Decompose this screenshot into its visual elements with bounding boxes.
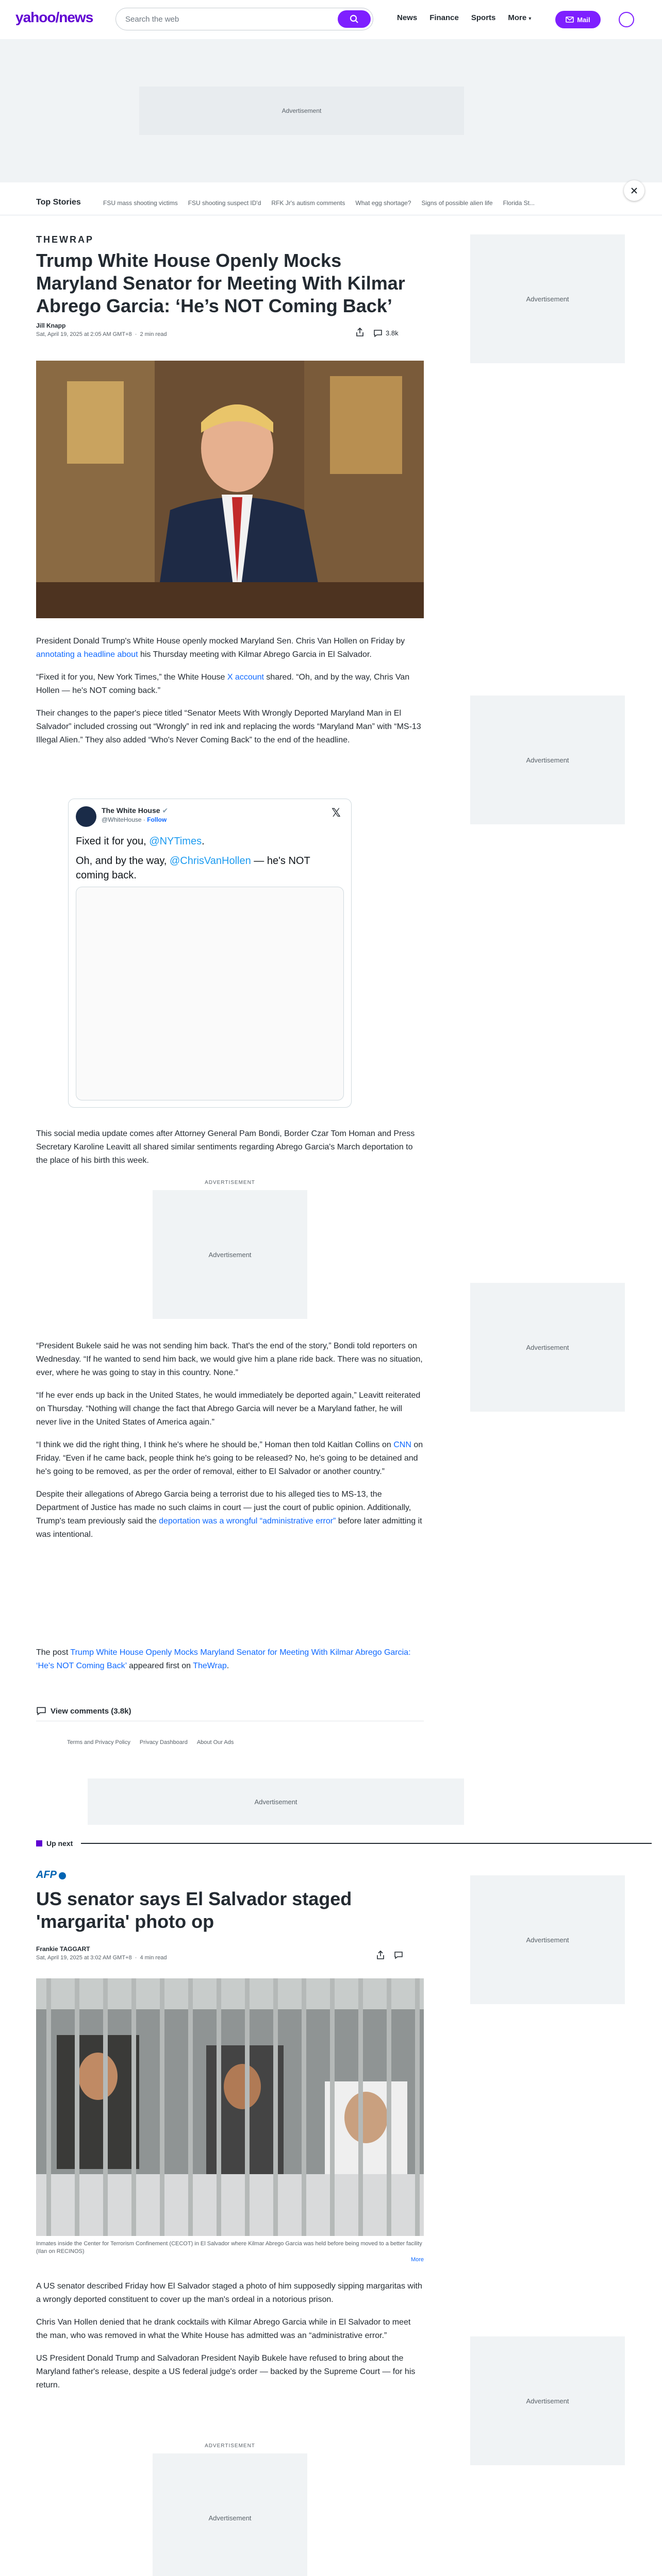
tweet-handle: @WhiteHouse · Follow	[102, 816, 167, 823]
article-body	[36, 1646, 424, 1682]
inline-ad-box: Advertisement	[153, 2453, 307, 2576]
inline-ad	[36, 1180, 424, 1185]
ad-label: ADVERTISEMENT	[205, 2443, 255, 2449]
article-tools	[376, 1951, 403, 1961]
article-body	[36, 1127, 424, 1177]
paragraph: Chris Van Hollen denied that he drank cocktails with Kilmar Abrego Garcia while in El Salvador to meet the man, who was removed in what the White House has admitted was an “administrative error.”	[36, 2318, 411, 2340]
inline-link[interactable]: TheWrap	[193, 1662, 227, 1670]
paragraph: US President Donald Trump and Salvadoran President Nayib Bukele have refused to bring about the Maryland father's release, despite a US federal judge's order — backed by the Supreme Court — for his return.	[36, 2354, 416, 2389]
top-story-item[interactable]: What egg shortage?	[355, 199, 411, 207]
article-byline	[36, 1945, 424, 1961]
publish-date: Sat, April 19, 2025 at 3:02 AM GMT+8 · 4 min read	[36, 1955, 167, 1961]
share-icon	[376, 1951, 385, 1960]
main-nav	[397, 13, 531, 22]
sidebar-ad: Advertisement	[470, 234, 625, 363]
paragraph: President Donald Trump's White House openly mocked Maryland Sen. Chris Van Hollen on Friday by annotating a headline about his Thursday meeting with Kilmar Abrego Garcia in El Salvador.	[36, 637, 405, 659]
inline-link[interactable]: X account	[227, 673, 264, 682]
author-name[interactable]: Frankie TAGGART	[36, 1945, 90, 1953]
top-story-item[interactable]: Florida St...	[503, 199, 535, 207]
comments-button[interactable]	[373, 329, 399, 337]
footer-links	[67, 1739, 234, 1745]
article-hero-image	[36, 361, 424, 618]
comments-count: 3.8k	[386, 329, 399, 337]
up-next-header: Up next	[36, 1839, 652, 1848]
close-icon	[631, 187, 638, 194]
divider	[81, 1843, 652, 1844]
publish-date: Sat, April 19, 2025 at 2:05 AM GMT+8 · 2 min read	[36, 331, 167, 337]
up-next-marker	[36, 1840, 42, 1846]
inline-ad	[36, 2443, 424, 2449]
view-comments-button[interactable]: View comments (3.8k)	[36, 1706, 424, 1716]
verified-icon: ✔	[162, 806, 169, 815]
site-header	[0, 0, 662, 39]
footer-link-privacy[interactable]: Privacy Dashboard	[139, 1739, 188, 1745]
top-story-item[interactable]: Signs of possible alien life	[421, 199, 493, 207]
search-button[interactable]	[338, 10, 371, 28]
share-icon	[356, 328, 364, 337]
search-icon	[350, 14, 359, 24]
inline-link[interactable]: annotating a headline about	[36, 650, 138, 659]
article-body	[36, 635, 424, 756]
mid-ad-banner: Advertisement	[88, 1778, 464, 1825]
chevron-down-icon: ▾	[528, 16, 532, 22]
close-button[interactable]	[624, 180, 644, 201]
author-name[interactable]: Jill Knapp	[36, 322, 66, 329]
top-stories-list	[103, 199, 619, 207]
account-avatar[interactable]	[619, 12, 634, 27]
inline-link[interactable]: deportation was a wrongful “administrative error”	[159, 1517, 336, 1526]
tweet-mention[interactable]: @NYTimes	[149, 836, 202, 847]
paragraph: “I think we did the right thing, I think he's where he should be,” Homan then told Kaitlan Collins on CNN on Friday. “Even if he came back, people think he's going to be released? No, he's going to be detained and he's going to be removed, as per the order of removal, either to El Salvador or another country.”	[36, 1440, 423, 1476]
article-tools	[356, 328, 399, 338]
paragraph: This social media update comes after Attorney General Pam Bondi, Border Czar Tom Homan and Press Secretary Karoline Leavitt all shared similar sentiments regarding Abrego Garcia's March deportation to the place of his birth this week.	[36, 1129, 415, 1165]
paragraph: Despite their allegations of Abrego Garcia being a terrorist due to his alleged ties to MS-13, the Department of Justice has made no such claims in court — just the court of public opinion. Additionally, Trump's team previously said the deportation was a wrongful “administrative error” before later admitting it was intentional.	[36, 1490, 422, 1539]
comment-icon	[36, 1706, 46, 1716]
tweet-text: Fixed it for you, @NYTimes. Oh, and by the way, @ChrisVanHollen — he's NOT coming back.	[76, 836, 310, 881]
share-button[interactable]	[376, 1951, 385, 1961]
top-story-item[interactable]: RFK Jr's autism comments	[271, 199, 345, 207]
comments-button[interactable]	[394, 1951, 403, 1961]
top-stories-label: Top Stories	[36, 198, 81, 207]
search-input[interactable]	[125, 12, 332, 26]
tweet-avatar	[76, 806, 96, 827]
tweet-author-name: The White House ✔	[102, 806, 169, 815]
top-stories-bar	[0, 192, 662, 215]
nav-sports[interactable]: Sports	[471, 13, 496, 22]
article-source-logo[interactable]: THEWRAP	[36, 234, 94, 245]
comment-icon	[394, 1951, 403, 1959]
mail-icon	[566, 16, 574, 23]
yahoo-news-logo[interactable]: yahoo/news	[15, 9, 93, 25]
top-ad-banner	[0, 39, 662, 182]
comment-icon	[373, 329, 383, 337]
sidebar-ad: Advertisement	[470, 1283, 625, 1412]
paragraph: A US senator described Friday how El Salvador staged a photo of him supposedly sipping margaritas with a wrongly deported constituent to cover up the man's ordeal in a notorious prison.	[36, 2282, 422, 2304]
nav-more[interactable]: More ▾	[508, 13, 532, 22]
follow-link[interactable]: Follow	[147, 816, 167, 823]
sidebar-ad: Advertisement	[470, 2336, 625, 2465]
tweet-embed[interactable]	[68, 799, 352, 1108]
ad-label: Advertisement	[139, 87, 464, 135]
paragraph: “Fixed it for you, New York Times,” the White House X account shared. “Oh, and by the way, Chris Van Hollen — he's NOT coming back.”	[36, 673, 410, 695]
nav-finance[interactable]: Finance	[429, 13, 459, 22]
tweet-media[interactable]	[76, 887, 344, 1100]
paragraph: Their changes to the paper's piece titled “Senator Meets With Wrongly Deported Maryland Man in El Salvador” included crossing out “Wrongly” in red ink and replacing the words “Maryland Man” with “MS-13 Illegal Alien.” They also added “Who's Never Coming Back” to the end of the headline.	[36, 709, 421, 744]
article-body	[36, 2280, 424, 2401]
nav-news[interactable]: News	[397, 13, 418, 22]
paragraph: “If he ever ends up back in the United States, he would immediately be deported again,” Leavitt reiterated on Thursday. “Nothing will change the fact that Abrego Garcia will never be a Maryland father, he will never live in the United States of America again.”	[36, 1391, 421, 1427]
article-source-logo[interactable]: AFP	[36, 1869, 424, 1881]
mail-button[interactable]: Mail	[555, 11, 601, 28]
inline-ad-box: Advertisement	[153, 1190, 307, 1319]
article-body	[36, 1340, 424, 1551]
article-photo	[36, 1978, 424, 2236]
inline-link[interactable]: CNN	[393, 1440, 411, 1449]
afp-logo-icon	[59, 1872, 66, 1879]
search-bar	[115, 8, 373, 30]
caption-more-link[interactable]: More	[410, 2257, 424, 2263]
sidebar-ad: Advertisement	[470, 1875, 625, 2004]
top-story-item[interactable]: FSU mass shooting victims	[103, 199, 178, 207]
paragraph: The post Trump White House Openly Mocks Maryland Senator for Meeting With Kilmar Abrego Garcia: ‘He's NOT Coming Back’ appeared first on TheWrap.	[36, 1648, 411, 1670]
photo-caption: Inmates inside the Center for Terrorism Confinement (CECOT) in El Salvador where Kilmar Abrego Garcia was held before being moved to a better facility (Ilan on RECINOS) More	[36, 2241, 424, 2263]
tweet-mention[interactable]: @ChrisVanHollen	[169, 855, 251, 867]
footer-link-ads[interactable]: About Our Ads	[196, 1739, 234, 1745]
top-story-item[interactable]: FSU shooting suspect ID'd	[188, 199, 261, 207]
paragraph: “President Bukele said he was not sending him back. That's the end of the story,” Bondi told reporters on Wednesday. “If he wanted to send him back, we would give him a plane ride back. There was no situation, ever, where he was going to stay in this country. None.”	[36, 1342, 423, 1377]
article-title: US senator says El Salvador staged 'margarita' photo op	[36, 1888, 352, 1932]
ad-label: ADVERTISEMENT	[205, 1180, 255, 1185]
sidebar-ad: Advertisement	[470, 696, 625, 824]
article-title: Trump White House Openly Mocks Maryland Senator for Meeting With Kilmar Abrego Garcia: ‘He’s NOT Coming Back’	[36, 250, 405, 316]
share-button[interactable]	[356, 328, 364, 338]
inline-link[interactable]: Trump White House Openly Mocks Maryland Senator for Meeting With Kilmar Abrego Garcia: ‘He's NOT Coming Back’	[36, 1648, 411, 1670]
footer-link-terms[interactable]: Terms and Privacy Policy	[67, 1739, 130, 1745]
x-logo-icon[interactable]: 𝕏	[332, 806, 341, 819]
